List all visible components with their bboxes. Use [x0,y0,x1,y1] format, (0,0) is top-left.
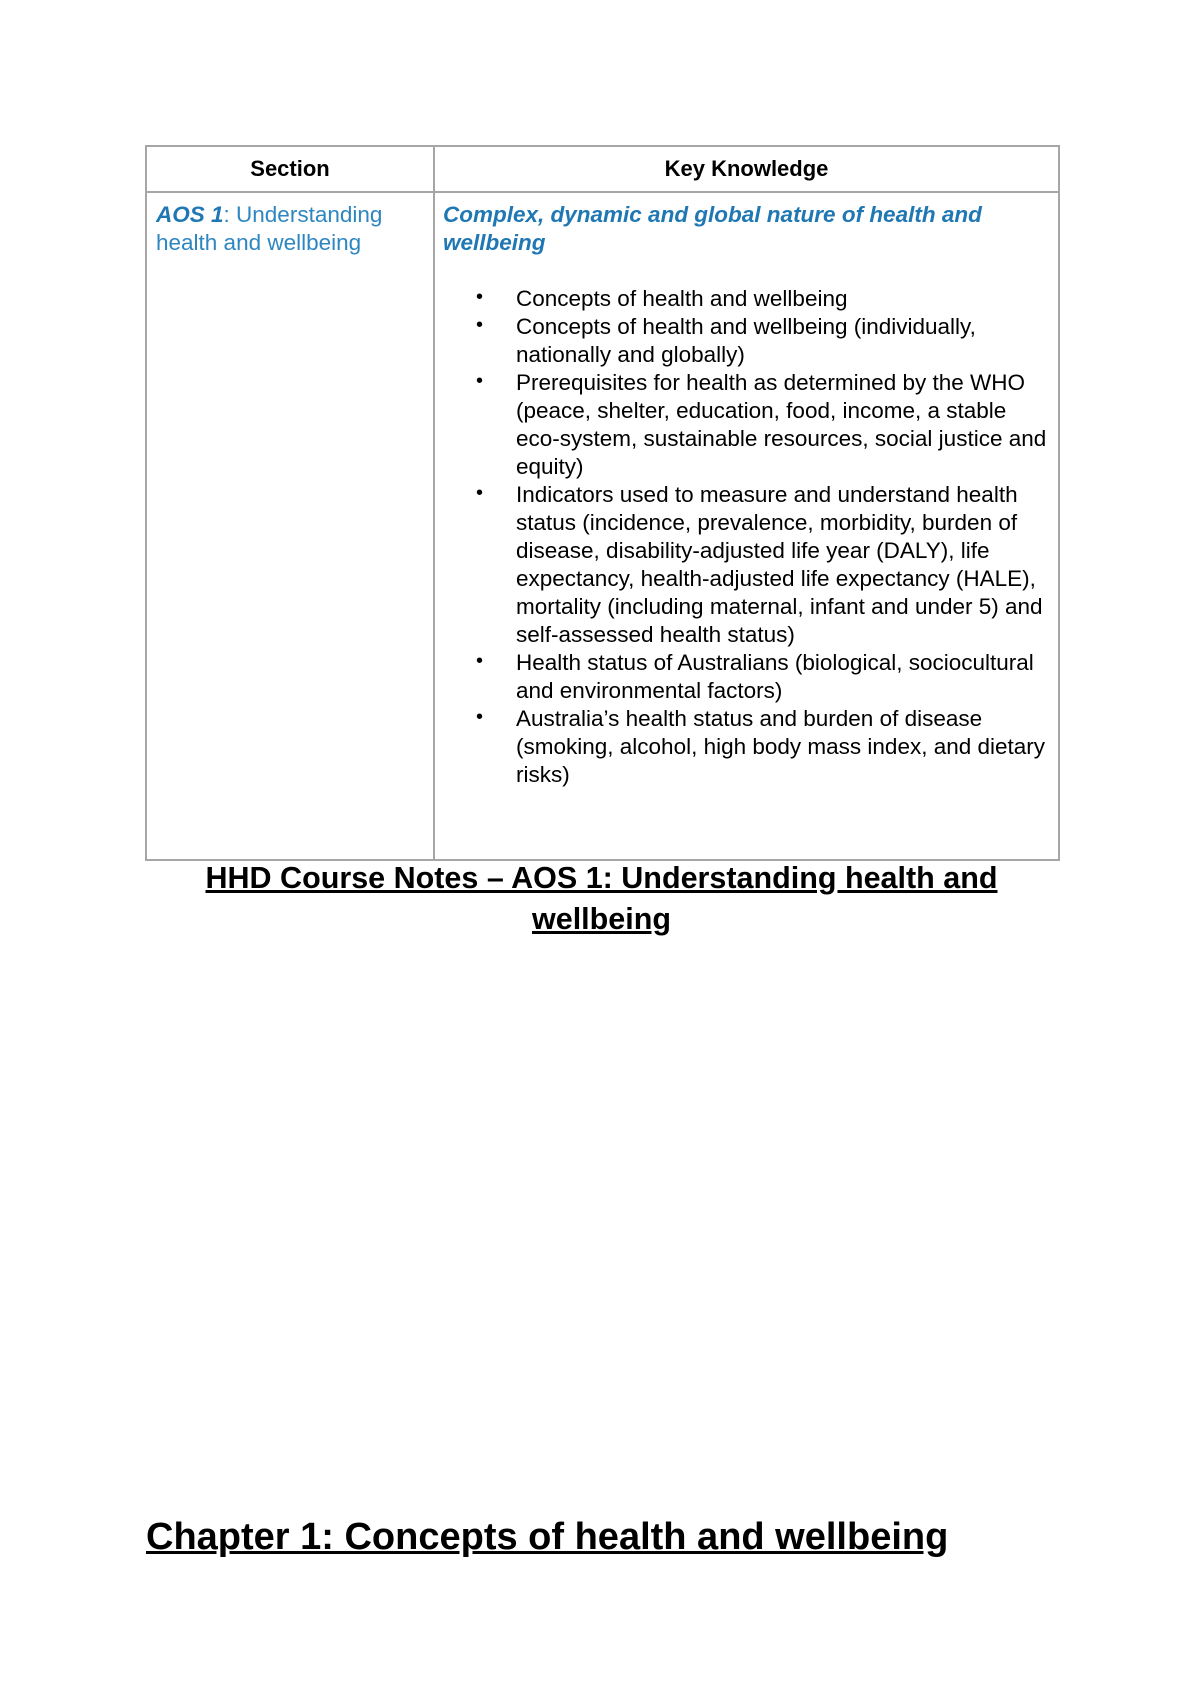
column-header-section: Section [146,146,434,192]
column-header-key-knowledge: Key Knowledge [434,146,1059,192]
list-item [443,705,1050,789]
aos-title: : Understanding health and wellbeing [156,202,383,255]
bullet-icon: • [476,314,484,336]
list-item-text: Indicators used to measure and understand health status (incidence, prevalence, morbidity, burden of disease, disability-adjusted life year (DALY), life expectancy, health-adjusted life expectancy (HALE), mortality (including maternal, infant and under 5) and self-assessed health status) [516,482,1043,647]
course-notes-title: HHD Course Notes – AOS 1: Understanding health and wellbeing [205,861,998,936]
list-item [443,649,1050,705]
key-knowledge-list [443,285,1050,789]
key-knowledge-table [145,145,1060,861]
aos-label: AOS 1 [156,202,224,227]
key-knowledge-heading: Complex, dynamic and global nature of health and wellbeing [443,202,982,255]
key-knowledge-cell [434,192,1059,860]
bullet-icon: • [476,706,484,728]
table-header-row [146,146,1059,192]
list-item [443,369,1050,481]
bullet-icon: • [476,286,484,308]
bullet-icon: • [476,650,484,672]
bullet-icon: • [476,482,484,504]
section-cell [146,192,434,860]
list-item [443,313,1050,369]
bullet-icon: • [476,370,484,392]
chapter-title: Chapter 1: Concepts of health and wellbeing [146,1516,949,1558]
list-item-text: Health status of Australians (biological, sociocultural and environmental factors) [516,650,1034,703]
table-row [146,192,1059,860]
list-item [443,481,1050,649]
list-item-text: Concepts of health and wellbeing (individually, nationally and globally) [516,314,976,367]
list-item-text: Concepts of health and wellbeing [516,286,848,311]
list-item [443,285,1050,313]
list-item-text: Prerequisites for health as determined by the WHO (peace, shelter, education, food, income, a stable eco-system, sustainable resources, social justice and equity) [516,370,1047,479]
list-item-text: Australia’s health status and burden of disease (smoking, alcohol, high body mass index, and dietary risks) [516,706,1046,787]
